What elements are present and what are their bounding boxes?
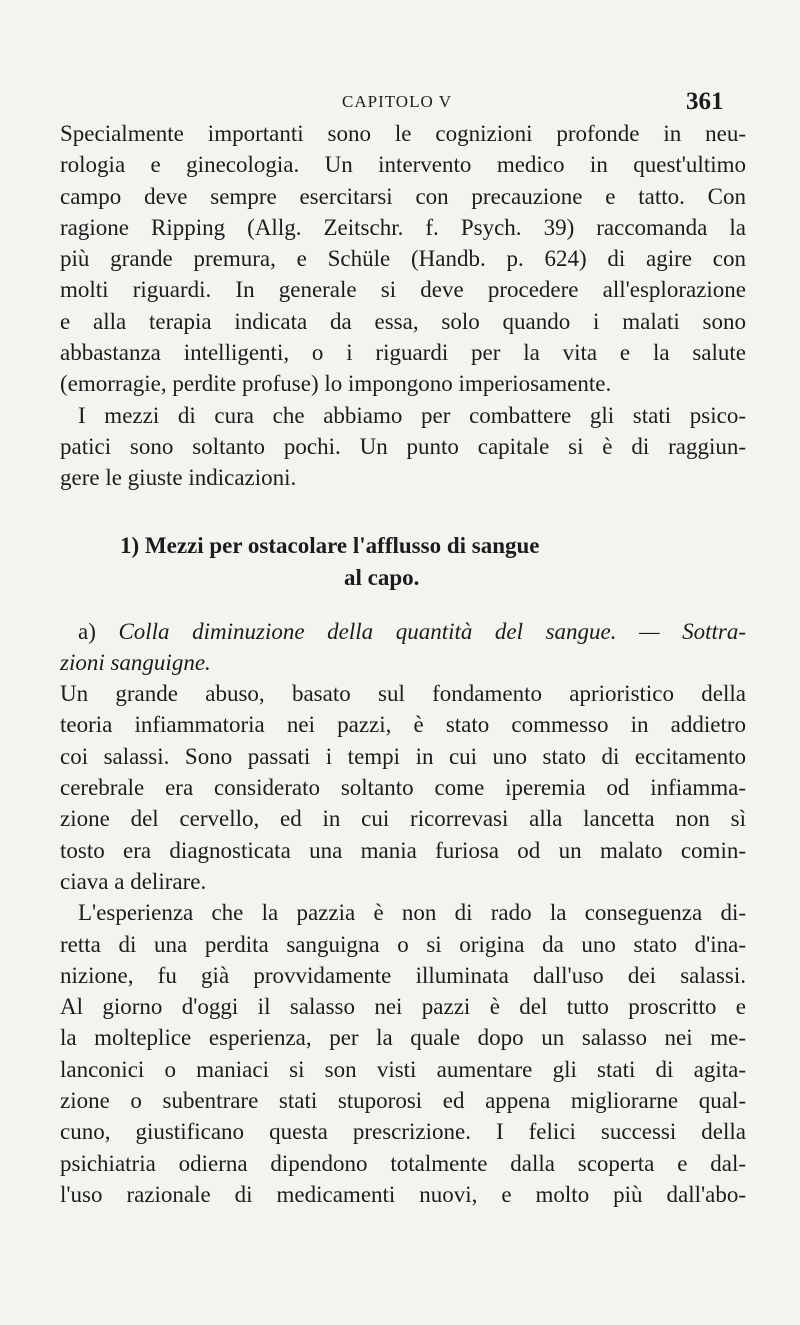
text-line: Specialmente importanti sono le cognizioni profonde in neu- [60, 121, 746, 146]
subsection-label: a) [78, 618, 119, 644]
text-line: molti riguardi. In generale si deve procedere all'esplorazione [60, 277, 746, 303]
paragraph-1 [60, 118, 746, 400]
text-line: gere le giuste indicazioni. [60, 465, 297, 491]
text-line: ciava a delirare. [60, 868, 207, 894]
text-line: nizione, fu già provvidamente illuminata dall'uso dei salassi. [60, 962, 746, 988]
text-line: (emorragie, perdite profuse) lo impongono imperiosamente. [60, 371, 612, 397]
text-line: più grande premura, e Schüle (Handb. p. 624) di agire con [60, 246, 746, 272]
text-line: rologia e ginecologia. Un intervento medico in quest'ultimo [60, 152, 746, 178]
text-line: abbastanza intelligenti, o i riguardi per la vita e la salute [60, 340, 746, 366]
section-heading-line: al capo. [344, 564, 420, 590]
text-line: zione o subentrare stati stuporosi ed appena migliorarne qual- [60, 1088, 746, 1114]
text-line: cuno, giustificano questa prescrizione. I felici successi della [60, 1119, 746, 1145]
text-line: ragione Ripping (Allg. Zeitschr. f. Psych. 39) raccomanda la [60, 214, 746, 240]
text-line: tosto era diagnosticata una mania furiosa od un malato comin- [60, 837, 746, 863]
subsection-title [60, 616, 746, 679]
subsection-title-line [60, 616, 746, 647]
subsection-title-line: zioni sanguigne. [60, 649, 211, 675]
spacer [60, 594, 746, 616]
text-line: I mezzi di cura che abbiamo per combattere gli stati psico- [78, 402, 746, 428]
spacer [60, 494, 746, 530]
text-line: L'esperienza che la pazzia è non di rado la conseguenza di- [78, 900, 746, 926]
page-header [0, 88, 800, 118]
text-line: teoria infiammatoria nei pazzi, è stato commesso in addietro [60, 712, 746, 738]
text-line: la molteplice esperienza, per la quale dopo un salasso nei me- [60, 1025, 746, 1051]
page-body [60, 118, 746, 1210]
paragraph-3 [60, 678, 746, 897]
running-head: CAPITOLO V [342, 92, 452, 111]
text-line: campo deve sempre esercitarsi con precauzione e tatto. Con [60, 183, 746, 209]
text-line: Al giorno d'oggi il salasso nei pazzi è del tutto proscritto e [60, 994, 746, 1020]
text-line: l'uso razionale di medicamenti nuovi, e molto più dall'abo- [60, 1181, 746, 1207]
subsection-title-text: Colla diminuzione della quantità del sangue. — Sottra- [118, 618, 746, 644]
text-line: zione del cervello, ed in cui ricorrevasi alla lancetta non sì [60, 806, 746, 832]
text-line: lanconici o maniaci si son visti aumentare gli stati di agita- [60, 1056, 746, 1082]
page-number: 361 [686, 88, 724, 115]
text-line: coi salassi. Sono passati i tempi in cui uno stato di eccitamento [60, 743, 746, 769]
text-line: e alla terapia indicata da essa, solo quando i malati sono [60, 308, 746, 334]
paragraph-4 [60, 897, 746, 1210]
paragraph-2 [60, 400, 746, 494]
text-line: Un grande abuso, basato sul fondamento aprioristico della [60, 681, 746, 707]
text-line: retta di una perdita sanguigna o si origina da uno stato d'ina- [60, 931, 746, 957]
section-heading-line: 1) Mezzi per ostacolare l'afflusso di sangue [120, 532, 540, 558]
section-heading [60, 530, 746, 594]
text-line: psichiatria odierna dipendono totalmente dalla scoperta e dal- [60, 1150, 746, 1176]
text-line: patici sono soltanto pochi. Un punto capitale si è di raggiun- [60, 433, 746, 459]
text-line: cerebrale era considerato soltanto come iperemia od infiamma- [60, 775, 746, 801]
